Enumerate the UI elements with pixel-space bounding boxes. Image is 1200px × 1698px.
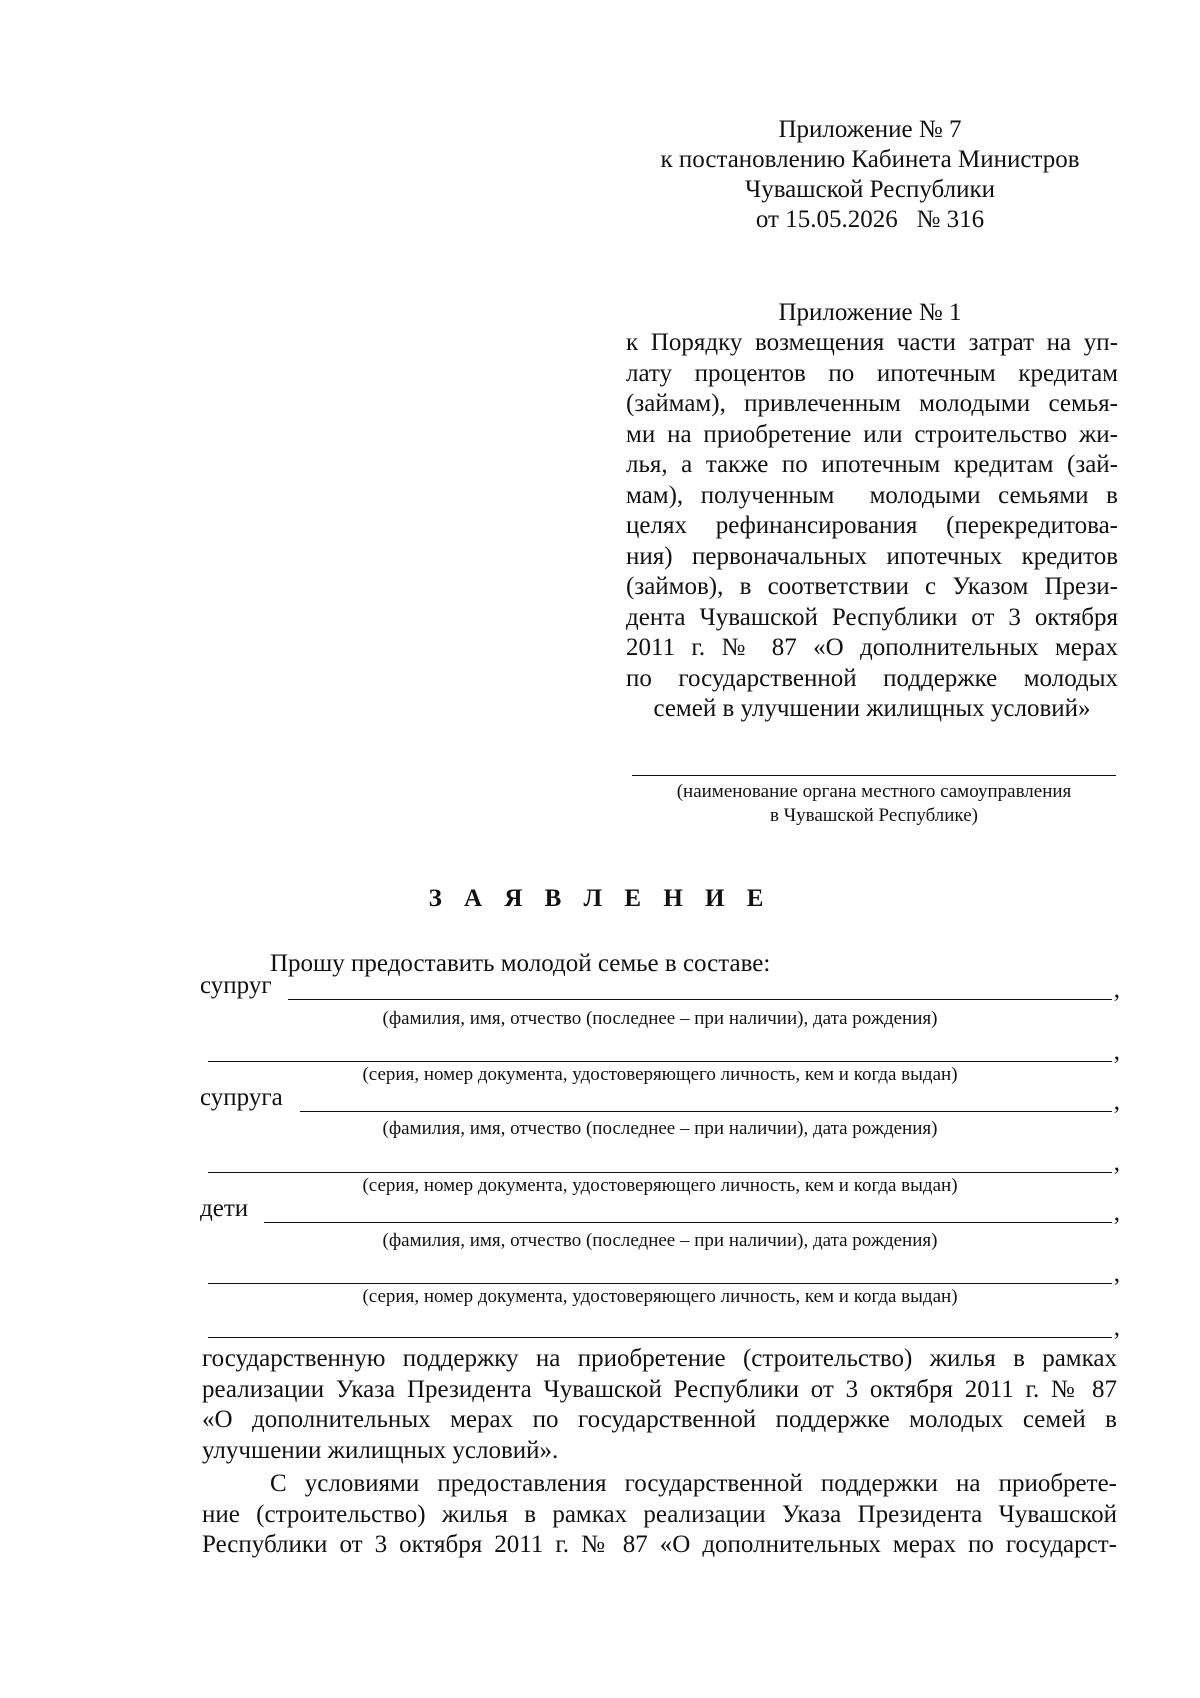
children-label: дети bbox=[200, 1195, 249, 1222]
annex-1-line: ми на приобретение или строительство жи- bbox=[626, 420, 1118, 448]
paragraph-line: Республики от 3 октября 2011 г. № 87 «О дополнительных мерах по государст- bbox=[202, 1531, 1117, 1558]
comma: , bbox=[1113, 976, 1120, 1003]
annex-7-republic: Чувашской Республики bbox=[744, 176, 996, 203]
husband-row bbox=[200, 972, 1120, 1002]
wife-doc-row bbox=[200, 1145, 1120, 1175]
request-lead-text: Прошу предоставить молодой семье в составе: bbox=[270, 950, 771, 977]
wife-label: супруга bbox=[200, 1084, 283, 1111]
annex-1-line: к Порядку возмещения части затрат на уп- bbox=[626, 329, 1118, 356]
annex-1-line: лату процентов по ипотечным кредитам bbox=[626, 359, 1118, 387]
organ-hint-line: в Чувашской Республике) bbox=[770, 805, 978, 826]
paragraph-support-request bbox=[202, 1344, 1117, 1466]
paragraph-line: реализации Указа Президента Чувашской Республики от 3 октября 2011 г. № 87 bbox=[202, 1375, 1117, 1403]
paragraph-line: улучшении жилищных условий». bbox=[202, 1436, 559, 1464]
comma: , bbox=[1113, 1199, 1120, 1226]
paragraph-line: ние (строительство) жилья в рамках реализации Указа Президента Чувашской bbox=[202, 1500, 1117, 1528]
wife-name-field[interactable] bbox=[300, 1111, 1112, 1112]
husband-name-field[interactable] bbox=[288, 999, 1112, 1000]
extra-row bbox=[200, 1310, 1120, 1340]
wife-document-hint: (серия, номер документа, удостоверяющего личность, кем и когда выдан) bbox=[362, 1175, 958, 1196]
husband-doc-row bbox=[200, 1034, 1120, 1064]
children-name-hint: (фамилия, имя, отчество (последнее – при наличии), дата рождения) bbox=[382, 1230, 938, 1251]
husband-name-hint: (фамилия, имя, отчество (последнее – при наличии), дата рождения) bbox=[382, 1008, 938, 1029]
paragraph-conditions bbox=[202, 1469, 1117, 1561]
annex-1-line: по государственной поддержке молодых bbox=[626, 664, 1118, 692]
children-row bbox=[200, 1195, 1120, 1225]
annex-1-line: дента Чувашской Республики от 3 октября bbox=[626, 603, 1118, 631]
wife-row bbox=[200, 1084, 1120, 1114]
annex-1-line: семей в улучшении жилищных условий» bbox=[653, 695, 1091, 722]
comma: , bbox=[1113, 1149, 1120, 1176]
annex-7-title: Приложение № 7 bbox=[778, 116, 962, 143]
annex-1-title: Приложение № 1 bbox=[778, 299, 962, 326]
organ-name-hint bbox=[632, 780, 1116, 828]
document-title: З А Я В Л Е Н И Е bbox=[428, 885, 772, 912]
annex-1-line: лья, а также по ипотечным кредитам (зай- bbox=[626, 451, 1118, 478]
annex-1-line: целях рефинансирования (перекредитова- bbox=[626, 512, 1118, 539]
annex-1-line: 2011 г. № 87 «О дополнительных мерах bbox=[626, 634, 1118, 661]
organ-name-field[interactable] bbox=[632, 775, 1116, 776]
children-document-field[interactable] bbox=[208, 1283, 1112, 1284]
comma: , bbox=[1113, 1088, 1120, 1115]
wife-document-field[interactable] bbox=[208, 1172, 1112, 1173]
wife-name-hint: (фамилия, имя, отчество (последнее – при наличии), дата рождения) bbox=[382, 1118, 938, 1139]
children-document-hint: (серия, номер документа, удостоверяющего личность, кем и когда выдан) bbox=[362, 1286, 958, 1307]
comma: , bbox=[1113, 1314, 1120, 1341]
comma: , bbox=[1113, 1260, 1120, 1287]
paragraph-line: «О дополнительных мерах по государственной поддержке молодых семей в bbox=[202, 1406, 1117, 1433]
annex-7-date-number: от 15.05.2026 № 316 bbox=[755, 206, 985, 233]
annex-1-line: мам), полученным молодыми семьями в bbox=[626, 481, 1118, 509]
extra-field[interactable] bbox=[208, 1337, 1112, 1338]
paragraph-line: С условиями предоставления государственной поддержки на приобрете- bbox=[270, 1470, 1117, 1497]
husband-document-hint: (серия, номер документа, удостоверяющего личность, кем и когда выдан) bbox=[362, 1064, 958, 1085]
husband-label: супруг bbox=[200, 972, 272, 999]
annex-1-line: (займам), привлеченным молодыми семья- bbox=[626, 390, 1118, 417]
annex-1-line: (займов), в соответствии с Указом Прези- bbox=[626, 573, 1118, 600]
organ-hint-line: (наименование органа местного самоуправления bbox=[676, 781, 1072, 802]
comma: , bbox=[1113, 1038, 1120, 1065]
children-name-field[interactable] bbox=[264, 1222, 1112, 1223]
annex-1-description bbox=[626, 328, 1118, 725]
annex-7-decree: к постановлению Кабинета Министров bbox=[660, 146, 1080, 173]
children-doc-row bbox=[200, 1256, 1120, 1286]
husband-document-field[interactable] bbox=[208, 1061, 1112, 1062]
annex-1-line: ния) первоначальных ипотечных кредитов bbox=[626, 542, 1118, 570]
annex-7-header bbox=[630, 115, 1110, 235]
paragraph-line: государственную поддержку на приобретение (строительство) жилья в рамках bbox=[202, 1345, 1117, 1372]
